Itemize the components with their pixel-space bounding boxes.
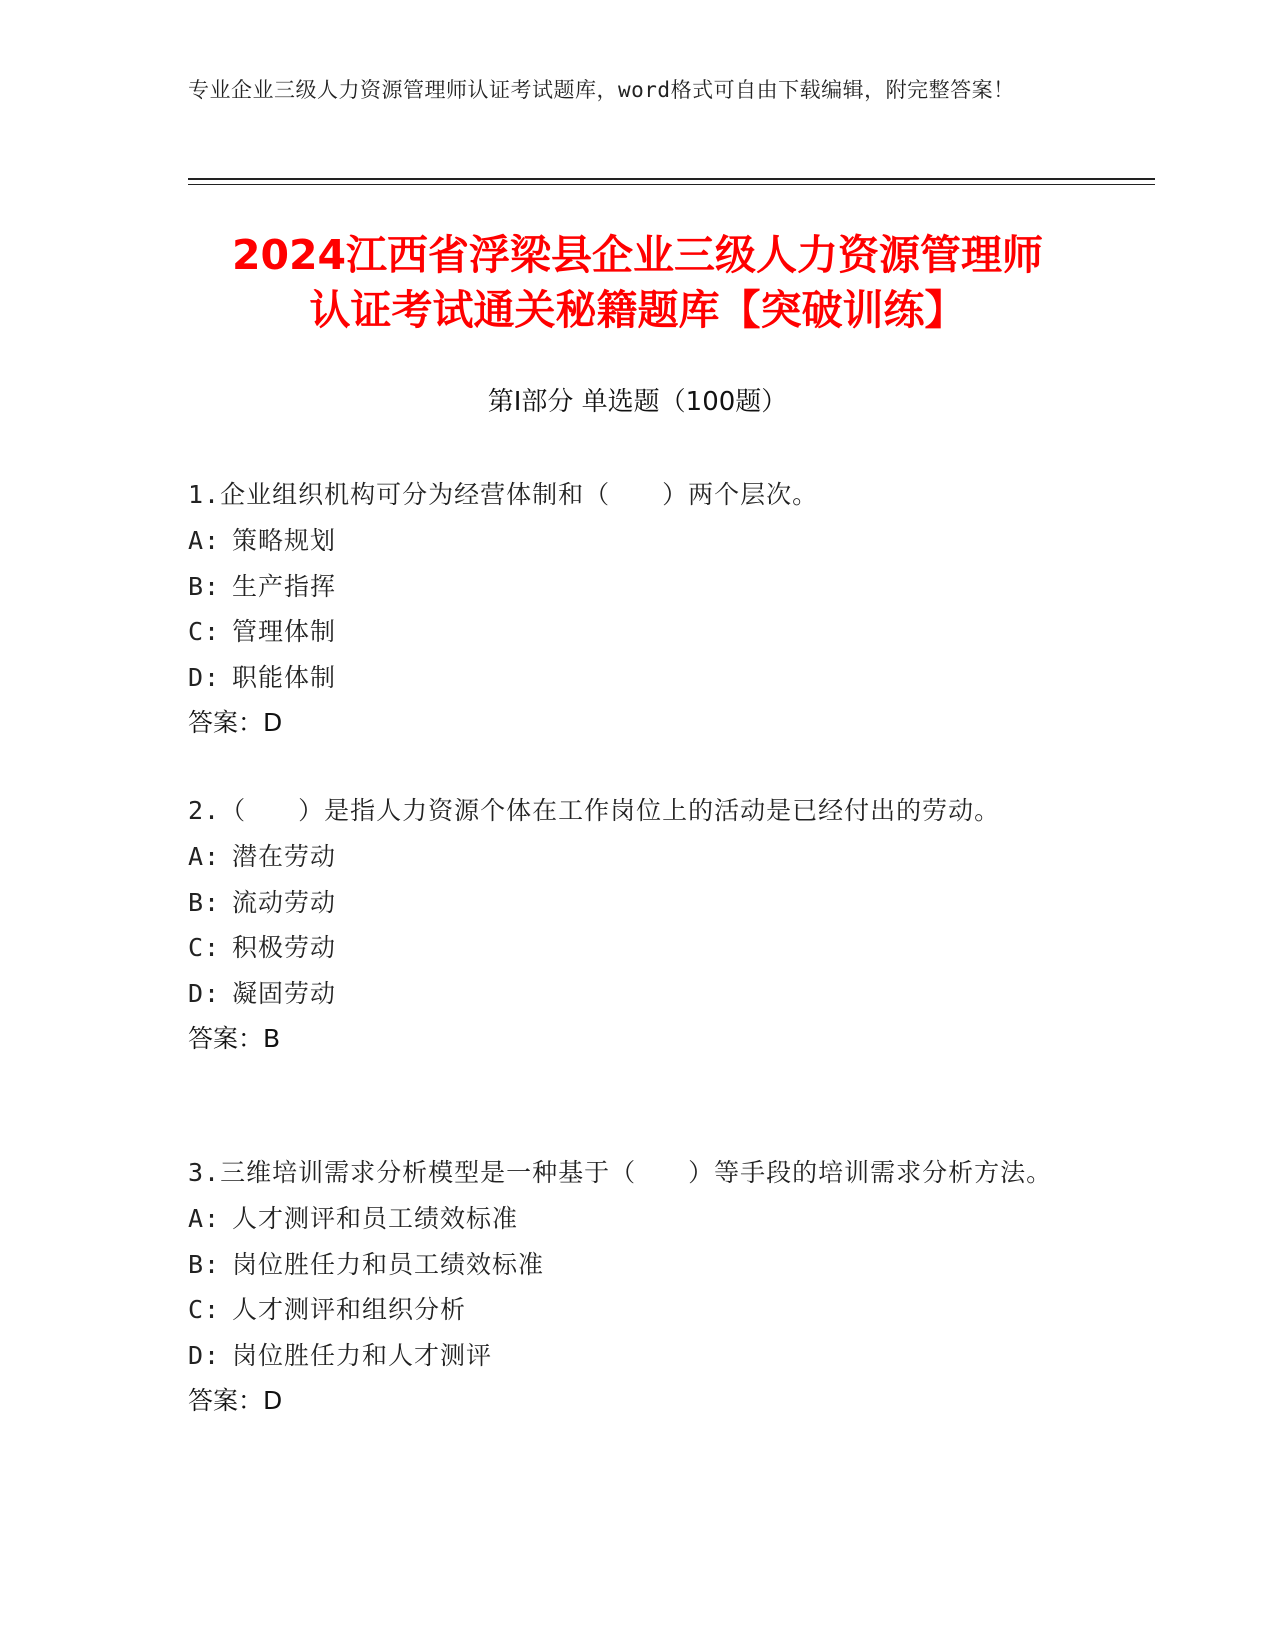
option-text: 人才测评和组织分析: [232, 1295, 467, 1324]
header-note: 专业企业三级人力资源管理师认证考试题库，word格式可自由下载编辑，附完整答案！: [188, 78, 1015, 102]
option-b: [188, 564, 1068, 610]
document-title: [150, 228, 1125, 338]
option-text: 人才测评和员工绩效标准: [232, 1204, 519, 1233]
option-key: C:: [188, 933, 221, 962]
question-3: [188, 1150, 1068, 1424]
option-a: [188, 1196, 1068, 1242]
option-key: B:: [188, 571, 221, 601]
option-text: 岗位胜任力和人才测评: [232, 1340, 493, 1370]
option-text: 职能体制: [232, 662, 337, 692]
option-key: D:: [188, 1340, 221, 1370]
question-2: [188, 788, 1068, 1062]
option-text: 积极劳动: [232, 933, 337, 962]
option-d: [188, 1333, 1068, 1379]
section-title: 第Ⅰ部分 单选题（100题）: [487, 387, 788, 417]
answer: 答案：B: [188, 1024, 281, 1053]
option-text: 潜在劳动: [232, 842, 337, 871]
option-d: [188, 655, 1068, 701]
question-1: [188, 472, 1068, 746]
option-text: 流动劳动: [232, 887, 337, 917]
option-text: 岗位胜任力和员工绩效标准: [232, 1249, 545, 1279]
option-a: [188, 834, 1068, 880]
option-key: C:: [188, 617, 221, 646]
option-text: 策略规划: [232, 526, 337, 555]
option-key: A:: [188, 842, 221, 871]
option-key: B:: [188, 1249, 221, 1279]
option-c: [188, 609, 1068, 655]
answer: 答案：D: [188, 708, 283, 737]
option-c: [188, 1287, 1068, 1333]
document-title-line-1: 2024江西省浮梁县企业三级人力资源管理师: [231, 231, 1044, 279]
question-stem: 2.（ ）是指人力资源个体在工作岗位上的活动是已经付出的劳动。: [188, 796, 1001, 825]
header-divider: [188, 178, 1155, 180]
option-key: D:: [188, 662, 221, 692]
option-text: 管理体制: [232, 617, 337, 646]
question-stem: 3.三维培训需求分析模型是一种基于（ ）等手段的培训需求分析方法。: [188, 1158, 1053, 1187]
question-stem: 1.企业组织机构可分为经营体制和（ ）两个层次。: [188, 480, 819, 509]
option-text: 凝固劳动: [232, 978, 337, 1008]
answer: 答案：D: [188, 1386, 283, 1415]
option-b: [188, 880, 1068, 926]
option-key: D:: [188, 978, 221, 1008]
header-divider-thin: [188, 184, 1155, 185]
document-title-line-2: 认证考试通关秘籍题库【突破训练】: [309, 286, 966, 334]
option-text: 生产指挥: [232, 571, 337, 601]
option-c: [188, 925, 1068, 971]
option-key: B:: [188, 887, 221, 917]
option-key: A:: [188, 526, 221, 555]
option-b: [188, 1242, 1068, 1288]
option-key: C:: [188, 1295, 221, 1324]
option-d: [188, 971, 1068, 1017]
option-a: [188, 518, 1068, 564]
option-key: A:: [188, 1204, 221, 1233]
